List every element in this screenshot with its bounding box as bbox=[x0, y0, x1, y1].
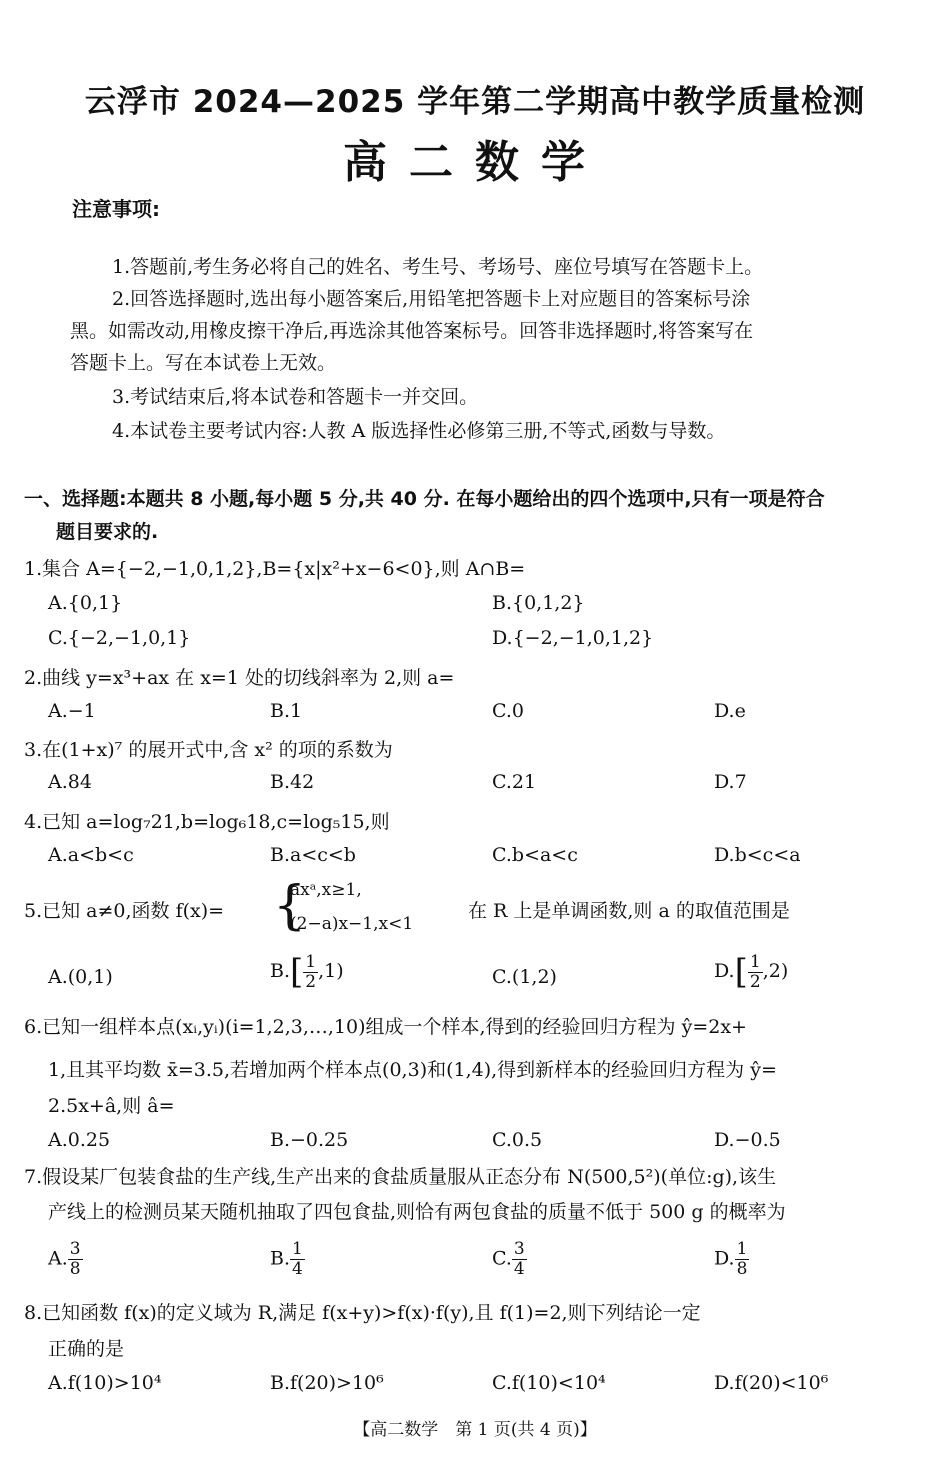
q5-case-2: (2−a)x−1,x<1 bbox=[290, 914, 414, 934]
q4-option-a: A.a<b<c bbox=[48, 844, 134, 866]
note-1: 1.答题前,考生务必将自己的姓名、考生号、考场号、座位号填写在答题卡上。 bbox=[112, 256, 764, 278]
question-6-line1: 6.已知一组样本点(xᵢ,yᵢ)(i=1,2,3,…,10)组成一个样本,得到的经验回归方程为 ŷ=2x+ bbox=[24, 1016, 747, 1038]
q6-option-b: B.−0.25 bbox=[270, 1129, 349, 1151]
page-footer: 【高二数学 第 1 页(共 4 页)】 bbox=[353, 1420, 597, 1440]
q1-option-b: B.{0,1,2} bbox=[492, 592, 585, 614]
q8-option-c: C.f(10)<10⁴ bbox=[492, 1372, 606, 1394]
piecewise-brace: { bbox=[273, 876, 307, 936]
q6-option-a: A.0.25 bbox=[48, 1129, 111, 1151]
question-5-stem-post: 在 R 上是单调函数,则 a 的取值范围是 bbox=[468, 900, 790, 922]
question-1-stem: 1.集合 A={−2,−1,0,1,2},B={x|x²+x−6<0},则 A∩B= bbox=[24, 558, 526, 580]
q2-option-d: D.e bbox=[714, 700, 746, 722]
q5-option-b: B.[ $\frac{1}{2}$ ,1) bbox=[270, 951, 344, 992]
q7-option-a: A. $\frac{3}{8}$ bbox=[48, 1239, 81, 1279]
q8-option-a: A.f(10)>10⁴ bbox=[48, 1372, 162, 1394]
q3-option-a: A.84 bbox=[48, 771, 92, 793]
note-2-line2: 黑。如需改动,用橡皮擦干净后,再选涂其他答案标号。回答非选择题时,将答案写在 bbox=[70, 320, 754, 342]
q3-option-b: B.42 bbox=[270, 771, 315, 793]
note-3: 3.考试结束后,将本试卷和答题卡一并交回。 bbox=[112, 386, 479, 408]
q3-option-c: C.21 bbox=[492, 771, 537, 793]
question-7-line1: 7.假设某厂包装食盐的生产线,生产出来的食盐质量服从正态分布 N(500,5²)(单位:g),该生 bbox=[24, 1166, 777, 1188]
note-2-line3: 答题卡上。写在本试卷上无效。 bbox=[70, 352, 337, 374]
q4-option-b: B.a<c<b bbox=[270, 844, 356, 866]
q2-option-b: B.1 bbox=[270, 700, 303, 722]
question-8-line1: 8.已知函数 f(x)的定义域为 R,满足 f(x+y)>f(x)·f(y),且 f(1)=2,则下列结论一定 bbox=[24, 1302, 701, 1324]
section-heading-line2: 题目要求的. bbox=[56, 521, 159, 543]
question-6-line2: 1,且其平均数 x̄=3.5,若增加两个样本点(0,3)和(1,4),得到新样本的经验回归方程为 ŷ= bbox=[48, 1059, 777, 1081]
exam-title: 云浮市 2024—2025 学年第二学期高中教学质量检测 bbox=[84, 84, 866, 120]
q2-option-c: C.0 bbox=[492, 700, 524, 722]
q7-option-b: B. $\frac{1}{4}$ bbox=[270, 1239, 303, 1279]
q8-option-b: B.f(20)>10⁶ bbox=[270, 1372, 384, 1394]
q7-option-c: C. $\frac{3}{4}$ bbox=[492, 1239, 525, 1279]
question-8-line2: 正确的是 bbox=[48, 1338, 125, 1360]
question-4-stem: 4.已知 a=log₇21,b=log₆18,c=log₅15,则 bbox=[24, 811, 390, 833]
q5-case-1: axᵃ,x≥1, bbox=[290, 880, 362, 900]
q3-option-d: D.7 bbox=[714, 771, 747, 793]
note-2-line1: 2.回答选择题时,选出每小题答案后,用铅笔把答题卡上对应题目的答案标号涂 bbox=[112, 288, 751, 310]
q7-option-d: D. $\frac{1}{8}$ bbox=[714, 1239, 748, 1279]
q2-option-a: A.−1 bbox=[48, 700, 96, 722]
q5-option-a: A.(0,1) bbox=[48, 966, 113, 988]
question-3-stem: 3.在(1+x)⁷ 的展开式中,含 x² 的项的系数为 bbox=[24, 739, 393, 761]
q5-option-d: D.[ $\frac{1}{2}$ ,2) bbox=[714, 951, 789, 992]
q1-option-d: D.{−2,−1,0,1,2} bbox=[492, 627, 654, 649]
q4-option-c: C.b<a<c bbox=[492, 844, 578, 866]
question-6-line3: 2.5x+â,则 â= bbox=[48, 1095, 175, 1117]
q5-option-c: C.(1,2) bbox=[492, 966, 557, 988]
q4-option-d: D.b<c<a bbox=[714, 844, 801, 866]
q1-option-c: C.{−2,−1,0,1} bbox=[48, 627, 191, 649]
q6-option-c: C.0.5 bbox=[492, 1129, 543, 1151]
note-4: 4.本试卷主要考试内容:人教 A 版选择性必修第三册,不等式,函数与导数。 bbox=[112, 420, 726, 442]
question-2-stem: 2.曲线 y=x³+ax 在 x=1 处的切线斜率为 2,则 a= bbox=[24, 667, 455, 689]
subject-title: 高二数学 bbox=[343, 137, 607, 188]
notes-heading: 注意事项: bbox=[72, 197, 160, 221]
question-5-stem-pre: 5.已知 a≠0,函数 f(x)= bbox=[24, 900, 225, 922]
q1-option-a: A.{0,1} bbox=[48, 592, 123, 614]
q6-option-d: D.−0.5 bbox=[714, 1129, 781, 1151]
question-7-line2: 产线上的检测员某天随机抽取了四包食盐,则恰有两包食盐的质量不低于 500 g 的概率为 bbox=[48, 1201, 786, 1223]
q8-option-d: D.f(20)<10⁶ bbox=[714, 1372, 829, 1394]
section-heading-line1: 一、选择题:本题共 8 小题,每小题 5 分,共 40 分. 在每小题给出的四个选项中,只有一项是符合 bbox=[24, 488, 825, 510]
